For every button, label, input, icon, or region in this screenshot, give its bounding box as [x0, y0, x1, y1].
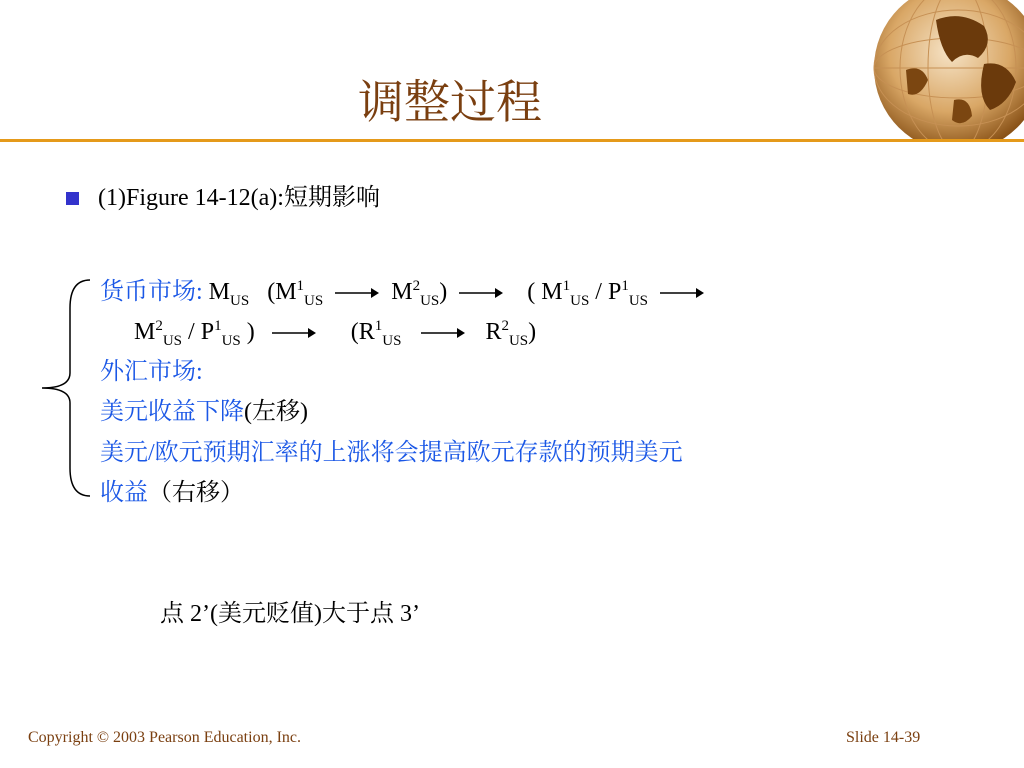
formula-m-us: $M_{US}$ — [208, 279, 250, 309]
bullet-text: (1)Figure 14-12(a):短期影响 — [98, 185, 380, 211]
euro-expectation-shift: （右移） — [148, 480, 244, 506]
right-arrow-icon — [459, 287, 503, 299]
formula-m2-us: $M^2_{US}$) — [391, 278, 448, 309]
right-arrow-icon — [660, 287, 704, 299]
euro-expectation-line-2 — [100, 477, 244, 509]
euro-expectation-line-1: 美元/欧元预期汇率的上涨将会提高欧元存款的预期美元 — [100, 440, 683, 466]
formula-m1-us: ($M^1_{US}$ — [267, 278, 324, 309]
fx-market-label: 外汇市场: — [100, 359, 203, 385]
money-market-line-1 — [100, 276, 710, 308]
right-arrow-icon — [267, 327, 321, 339]
formula-r2-us: $R^2_{US}$) — [485, 318, 537, 349]
footer-slide-number: Slide 14-39 — [846, 729, 921, 746]
dollar-return-blue: 美元收益下降 — [100, 399, 244, 425]
title-divider — [0, 139, 1024, 142]
left-brace-icon — [30, 278, 92, 498]
formula-r1-us: ($R^1_{US}$ — [350, 318, 402, 349]
right-arrow-icon — [335, 287, 379, 299]
money-market-label: 货币市场: — [100, 279, 203, 305]
footer-copyright: Copyright © 2003 Pearson Education, Inc. — [28, 729, 301, 746]
conclusion-text: 点 2’(美元贬值)大于点 3’ — [160, 601, 420, 627]
money-market-line-2 — [134, 316, 536, 348]
formula-m2-over-p1: $M^2_{US} / P^1_{US}$ ) — [134, 318, 255, 349]
slide-title: 调整过程 — [358, 75, 542, 129]
right-arrow-icon — [413, 327, 473, 339]
euro-expectation-blue: 收益 — [100, 480, 148, 506]
bullet-square — [66, 192, 79, 205]
dollar-return-shift: (左移) — [244, 399, 308, 425]
dollar-return-line — [100, 396, 308, 428]
formula-m1-over-p1: ( $M^1_{US} / P^1_{US}$ — [527, 278, 649, 309]
